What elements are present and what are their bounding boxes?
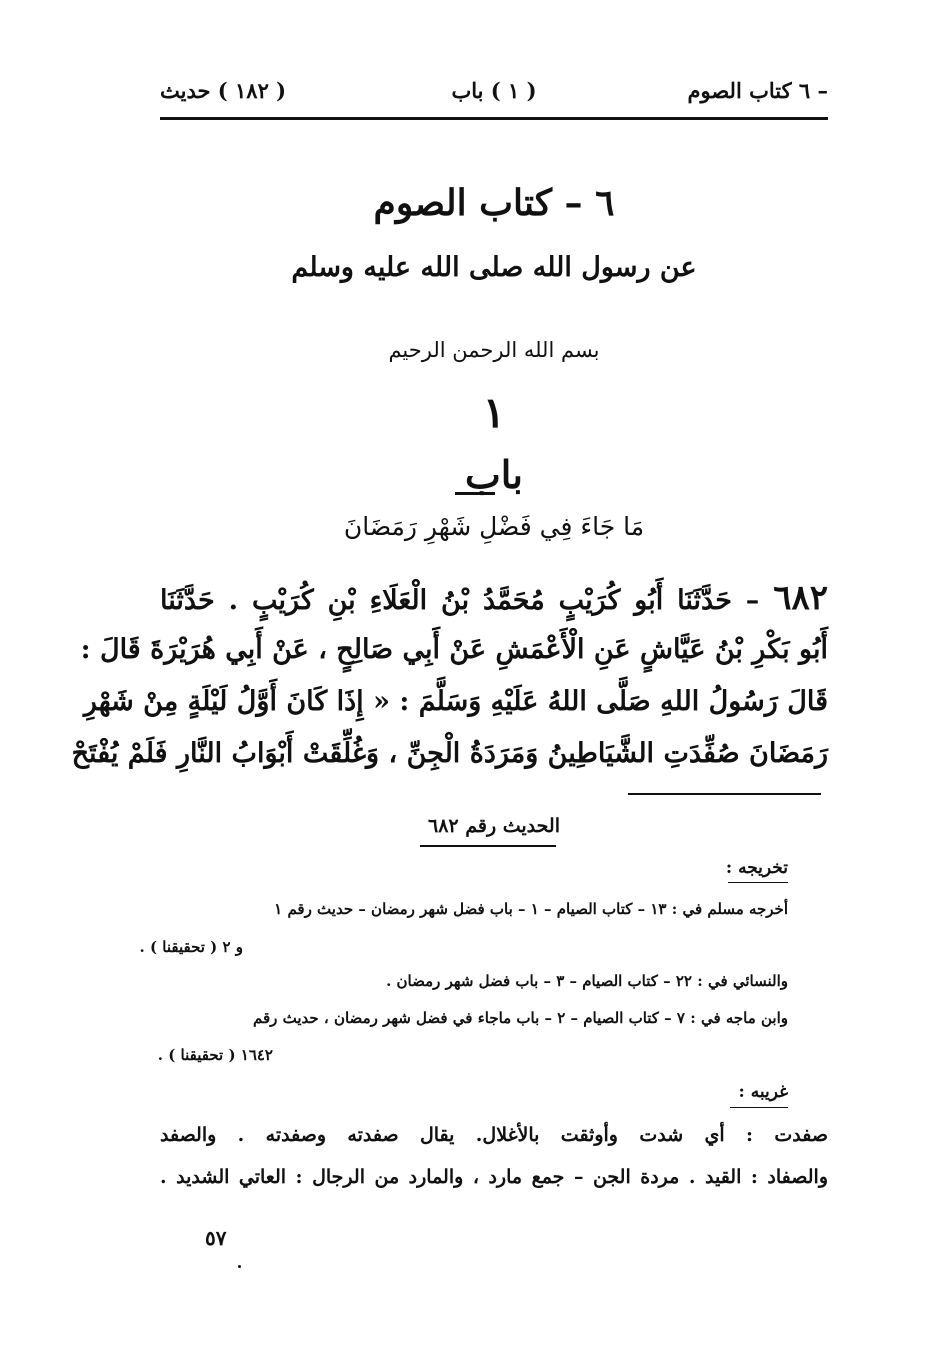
bab-number: ١ — [482, 388, 506, 437]
takhrij-ibn-majah: وابن ماجه في : ٧ – كتاب الصيام – ٢ – باب ماجاء في فضل شهر رمضان ، حديث رقم — [253, 1009, 788, 1027]
gharib-line-2: والصفاد : القيد . مردة الجن – جمع مارد ، والمارد من الرجال : العاتي الشديد . — [160, 1166, 828, 1188]
page-number: ٥٧ — [205, 1226, 227, 1250]
takhrij-title: تخريجه : — [725, 858, 788, 878]
gharib-line-1: صفدت : أي شدت وأوثقت بالأغلال. يقال صفدته وصفدته . والصفد — [160, 1124, 828, 1146]
hadith-number: ٦٨٢ — [773, 578, 828, 618]
hadith-line-3: قَالَ رَسُولُ اللهِ صَلَّى اللهُ عَلَيْهِ وَسَلَّمَ : « إِذَا كَانَ أَوَّلُ لَيْلَةٍ مِنْ شَهْرِ — [83, 686, 828, 717]
hadith-line-1 — [160, 572, 828, 624]
running-header — [160, 78, 828, 118]
notes-heading: الحديث رقم ٦٨٢ — [427, 815, 560, 837]
book-subtitle: عن رسول الله صلى الله عليه وسلم — [291, 252, 697, 283]
hadith-line-4: رَمَضَانَ صُفِّدَتِ الشَّيَاطِينُ وَمَرَدَةُ الْجِنِّ ، وَغُلِّقَتْ أَبْوَابُ النَّارِ فَلَمْ يُفْتَحْ — [71, 738, 828, 769]
book-title: ٦ – كتاب الصوم — [373, 182, 615, 224]
basmala: بسم الله الرحمن الرحيم — [388, 338, 600, 362]
takhrij-muslim: أخرجه مسلم في : ١٣ – كتاب الصيام – ١ – باب فضل شهر رمضان – حديث رقم ١ — [274, 900, 788, 918]
takhrij-muslim-cont: و ٢ ( تحقيقنا ) . — [139, 938, 243, 956]
header-book: – ٦ كتاب الصوم — [687, 78, 828, 103]
hadith-line-1-text: – حَدَّثَنَا أَبُو كُرَيْبٍ مُحَمَّدُ بْنُ الْعَلَاءِ بْنِ كُرَيْبٍ . حَدَّثَنَا — [160, 585, 760, 616]
hadith-text — [71, 572, 828, 780]
notes-heading-underline — [420, 845, 556, 847]
gharib-title: غريبه : — [738, 1082, 788, 1102]
bab-title: مَا جَاءَ فِي فَضْلِ شَهْرِ رَمَضَانَ — [343, 512, 645, 541]
header-hadith: ( ١٨٢ ) حديث — [160, 78, 287, 103]
header-chapter: ( ١ ) باب — [451, 78, 537, 103]
hadith-line-2: أَبُو بَكْرِ بْنُ عَيَّاشٍ عَنِ الْأَعْمَشِ عَنْ أَبِي صَالِحٍ ، عَنْ أَبِي هُرَيْرَةَ قَالَ : — [80, 634, 828, 665]
header-rule — [160, 117, 828, 120]
takhrij-nasai: والنسائي في : ٢٢ – كتاب الصيام – ٣ – باب فضل شهر رمضان . — [386, 972, 788, 990]
takhrij-ibn-majah-cont: ١٦٤٢ ( تحقيقنا ) . — [157, 1046, 273, 1064]
print-speck — [238, 1265, 241, 1268]
bab-word: باب — [465, 452, 523, 497]
text-footnote-divider — [628, 793, 821, 795]
gharib-underline — [730, 1107, 788, 1108]
bab-underline — [455, 492, 495, 495]
takhrij-underline — [728, 882, 788, 883]
